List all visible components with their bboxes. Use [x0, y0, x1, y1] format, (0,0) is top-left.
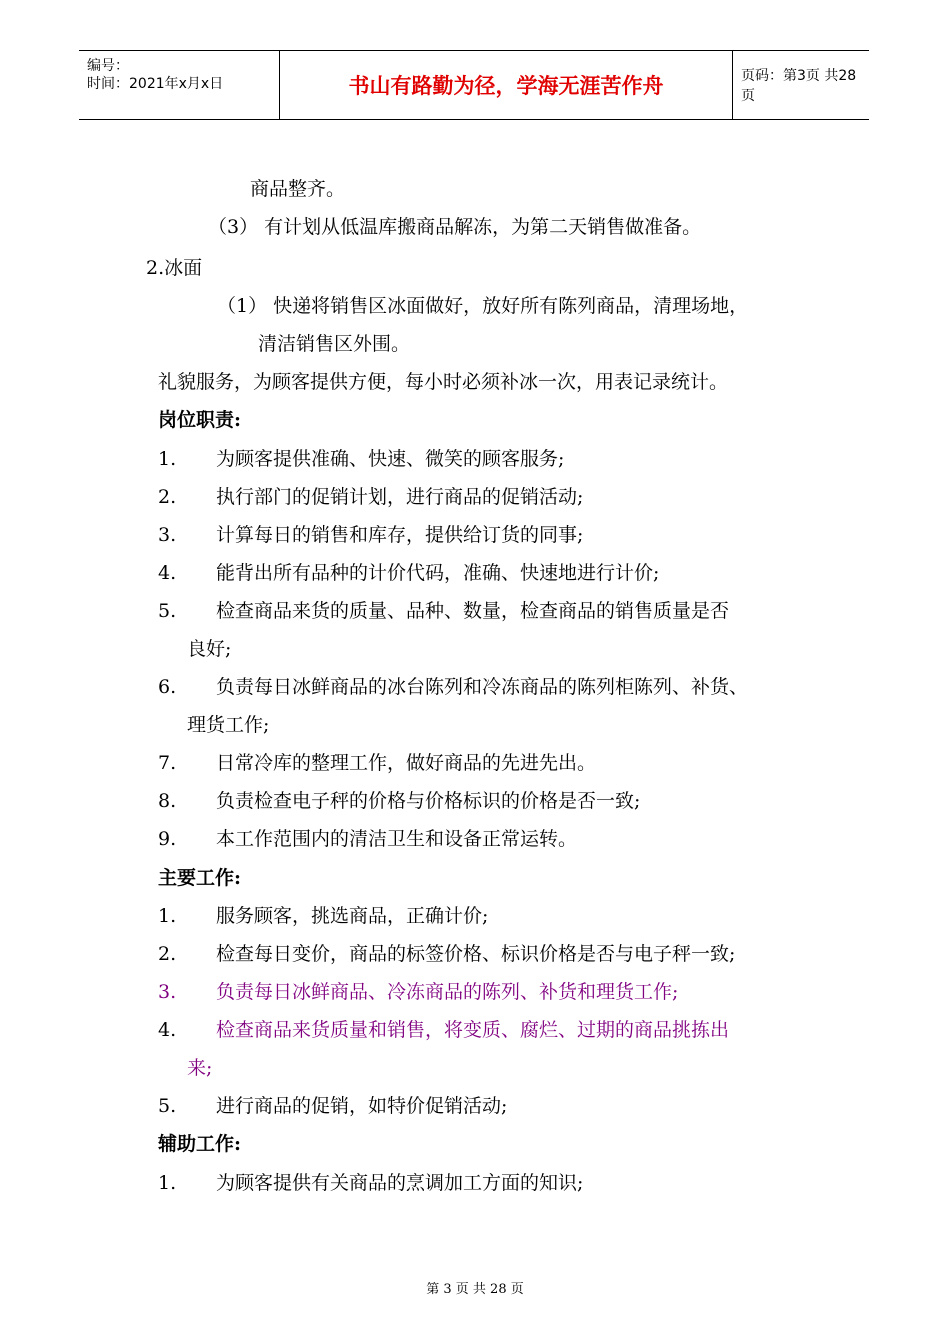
main-work-heading: 主要工作:: [158, 867, 242, 889]
paragraph-line: （1） 快递将销售区冰面做好，放好所有陈列商品，清理场地，: [217, 295, 749, 317]
header-meta: [79, 51, 280, 119]
paragraph-line: 礼貌服务，为顾客提供方便，每小时必须补冰一次，用表记录统计。: [158, 371, 729, 393]
list-item: 计算每日的销售和库存，提供给订货的同事;: [216, 524, 584, 546]
list-number: 1.: [158, 1172, 177, 1194]
list-item-continuation: 理货工作;: [187, 714, 270, 736]
list-number: 3.: [158, 981, 177, 1003]
list-number: 7.: [158, 752, 177, 774]
list-item: 检查每日变价，商品的标签价格、标识价格是否与电子秤一致;: [216, 943, 736, 965]
paragraph-line: 商品整齐。: [250, 178, 346, 200]
list-item-continuation: 来;: [187, 1057, 213, 1079]
list-number: 2.: [158, 943, 177, 965]
time-label: 时间：2021年x月x日: [87, 76, 224, 92]
list-item: 能背出所有品种的计价代码，准确、快速地进行计价;: [216, 562, 660, 584]
list-number: 4.: [158, 1019, 177, 1041]
list-number: 4.: [158, 562, 177, 584]
list-item-continuation: 良好;: [187, 638, 232, 660]
list-number: 5.: [158, 600, 177, 622]
list-item-highlighted: 负责每日冰鲜商品、冷冻商品的陈列、补货和理货工作;: [216, 981, 679, 1003]
list-item: 为顾客提供有关商品的烹调加工方面的知识;: [216, 1172, 584, 1194]
list-item: 负责检查电子秤的价格与价格标识的价格是否一致;: [216, 790, 641, 812]
list-item: 进行商品的促销，如特价促销活动;: [216, 1095, 508, 1117]
list-item: 负责每日冰鲜商品的冰台陈列和冷冻商品的陈列柜陈列、补货、: [216, 676, 749, 698]
list-number: 1.: [158, 448, 177, 470]
number-label: 编号：: [87, 58, 129, 74]
list-item: 检查商品来货的质量、品种、数量，检查商品的销售质量是否: [216, 600, 730, 622]
list-number: 8.: [158, 790, 177, 812]
header-motto: 书山有路勤为径，学海无涯苦作舟: [280, 51, 733, 119]
list-number: 9.: [158, 828, 177, 850]
duties-heading: 岗位职责:: [158, 409, 242, 431]
list-item-highlighted: 检查商品来货质量和销售，将变质、腐烂、过期的商品挑拣出: [216, 1019, 730, 1041]
paragraph-line: （3） 有计划从低温库搬商品解冻，为第二天销售做准备。: [208, 216, 702, 238]
page-header: [79, 50, 869, 120]
header-page-info: 页码：第3页 共28页: [741, 68, 857, 104]
aux-work-heading: 辅助工作:: [158, 1133, 242, 1155]
list-item: 日常冷库的整理工作，做好商品的先进先出。: [216, 752, 597, 774]
paragraph-line: 清洁销售区外围。: [258, 333, 411, 355]
list-item: 服务顾客，挑选商品，正确计价;: [216, 905, 489, 927]
section-title: 2.冰面: [146, 257, 203, 279]
list-number: 2.: [158, 486, 177, 508]
list-item: 执行部门的促销计划，进行商品的促销活动;: [216, 486, 584, 508]
list-number: 3.: [158, 524, 177, 546]
list-number: 1.: [158, 905, 177, 927]
list-number: 6.: [158, 676, 177, 698]
list-item: 为顾客提供准确、快速、微笑的顾客服务;: [216, 448, 565, 470]
page-footer: 第 3 页 共 28 页: [426, 1282, 524, 1297]
list-number: 5.: [158, 1095, 177, 1117]
list-item: 本工作范围内的清洁卫生和设备正常运转。: [216, 828, 578, 850]
